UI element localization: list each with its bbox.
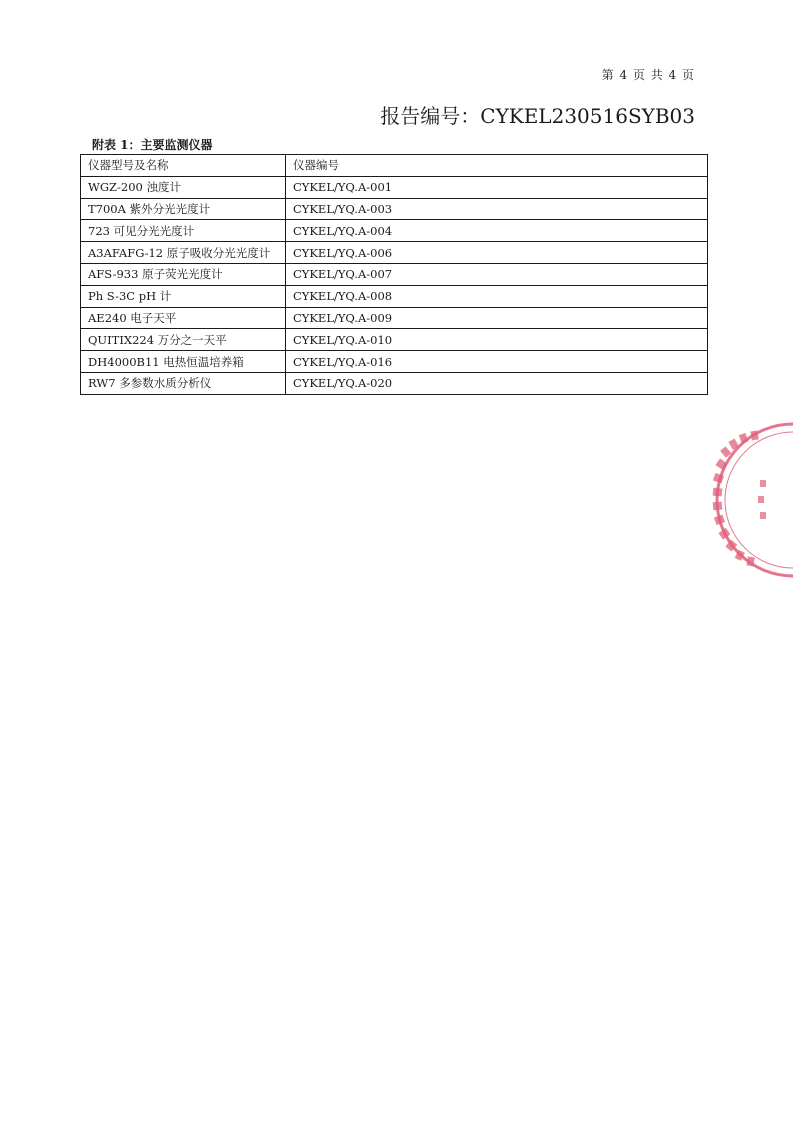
table-row — [81, 307, 708, 329]
instrument-name: AFS-933 原子荧光光度计 — [81, 263, 286, 285]
table-row — [81, 329, 708, 351]
column-header-name: 仪器型号及名称 — [81, 155, 286, 177]
company-seal-icon — [700, 420, 793, 580]
instrument-name: AE240 电子天平 — [81, 307, 286, 329]
table-row — [81, 285, 708, 307]
instrument-code: CYKEL/YQ.A-001 — [285, 176, 707, 198]
instrument-code: CYKEL/YQ.A-020 — [285, 372, 707, 394]
report-number: 报告编号：CYKEL230516SYB03 — [380, 104, 695, 128]
instrument-code: CYKEL/YQ.A-003 — [285, 198, 707, 220]
instrument-code: CYKEL/YQ.A-016 — [285, 351, 707, 373]
instrument-name: A3AFAFG-12 原子吸收分光光度计 — [81, 242, 286, 264]
instrument-name: DH4000B11 电热恒温培养箱 — [81, 351, 286, 373]
table-row — [81, 176, 708, 198]
instrument-table — [80, 154, 708, 395]
table-row — [81, 220, 708, 242]
instrument-code: CYKEL/YQ.A-007 — [285, 263, 707, 285]
appendix-title: 附表 1：主要监测仪器 — [92, 138, 213, 152]
page-number: 第 4 页 共 4 页 — [601, 68, 695, 82]
instrument-name: RW7 多参数水质分析仪 — [81, 372, 286, 394]
table-row — [81, 351, 708, 373]
instrument-code: CYKEL/YQ.A-004 — [285, 220, 707, 242]
instrument-code: CYKEL/YQ.A-009 — [285, 307, 707, 329]
instrument-code: CYKEL/YQ.A-010 — [285, 329, 707, 351]
instrument-name: 723 可见分光光度计 — [81, 220, 286, 242]
instrument-name: Ph S-3C pH 计 — [81, 285, 286, 307]
table-header-row — [81, 155, 708, 177]
instrument-name: WGZ-200 浊度计 — [81, 176, 286, 198]
instrument-code: CYKEL/YQ.A-008 — [285, 285, 707, 307]
table-row — [81, 198, 708, 220]
instrument-name: T700A 紫外分光光度计 — [81, 198, 286, 220]
table-row — [81, 372, 708, 394]
instrument-code: CYKEL/YQ.A-006 — [285, 242, 707, 264]
table-row — [81, 242, 708, 264]
table-row — [81, 263, 708, 285]
instrument-name: QUITIX224 万分之一天平 — [81, 329, 286, 351]
column-header-code: 仪器编号 — [285, 155, 707, 177]
